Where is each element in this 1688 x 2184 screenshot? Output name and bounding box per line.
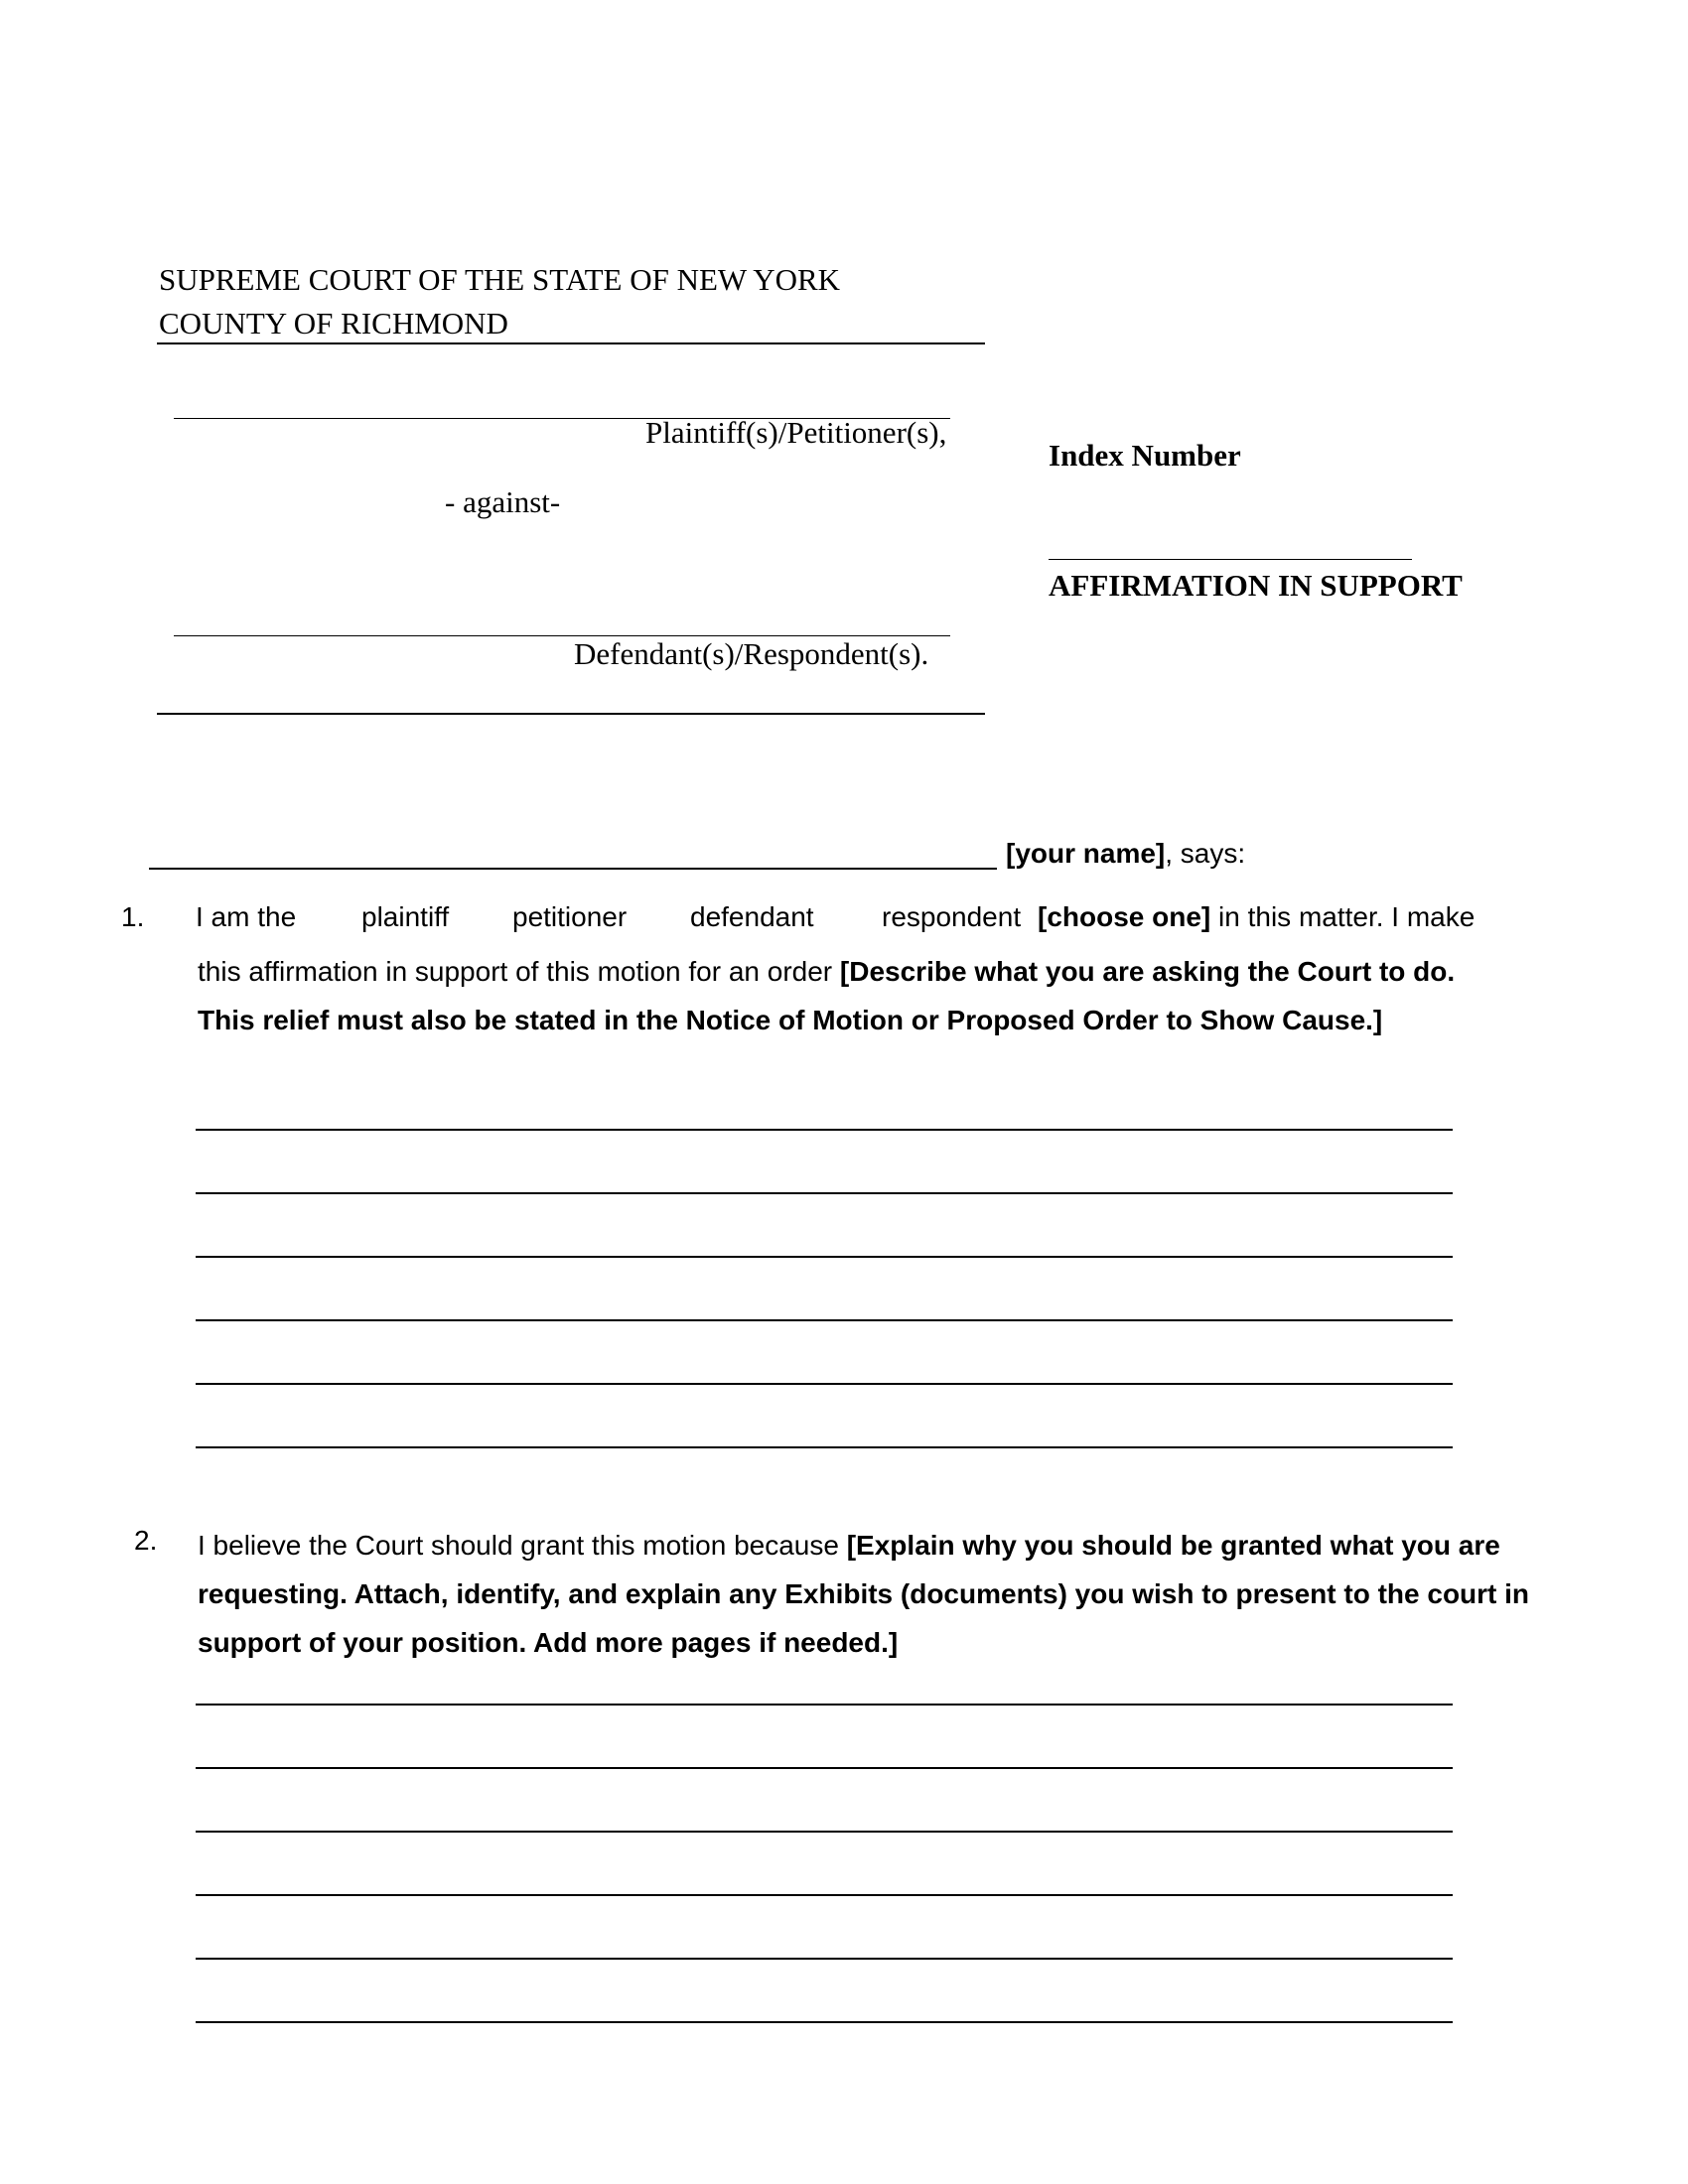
option-petitioner[interactable]: petitioner xyxy=(512,901,628,932)
p2-bold-line-1: [Explain why you should be granted what you are xyxy=(846,1530,1500,1561)
p2-answer-line-5[interactable] xyxy=(196,1958,1453,1960)
lead-text: I am the xyxy=(196,901,297,932)
your-name-placeholder: [your name] xyxy=(1006,838,1166,869)
p1-answer-line-2[interactable] xyxy=(196,1192,1453,1194)
p2-text: I believe the Court should grant this motion because xyxy=(198,1530,847,1561)
says-text: , says: xyxy=(1165,838,1246,869)
index-number-label: Index Number xyxy=(1049,438,1241,473)
index-number-field[interactable] xyxy=(1049,559,1412,560)
intro-says xyxy=(1006,838,1245,870)
caption-top-rule xyxy=(157,342,985,344)
option-respondent[interactable]: respondent xyxy=(882,901,1022,932)
paragraph-1-line-3 xyxy=(198,996,1538,1044)
p1-line3-bold: This relief must also be stated in the Notice of Motion or Proposed Order to Show Cause.] xyxy=(198,1005,1383,1035)
county-name: COUNTY OF RICHMOND xyxy=(159,306,508,341)
paragraph-2-number: 2. xyxy=(134,1525,158,1556)
option-defendant[interactable]: defendant xyxy=(690,901,814,932)
against-label: - against- xyxy=(445,484,561,519)
p2-answer-line-2[interactable] xyxy=(196,1767,1453,1769)
p1-answer-line-5[interactable] xyxy=(196,1383,1453,1385)
document-title: AFFIRMATION IN SUPPORT xyxy=(1049,568,1463,603)
plaintiff-label: Plaintiff(s)/Petitioner(s), xyxy=(645,415,947,450)
paragraph-2-line-3 xyxy=(198,1618,1548,1667)
p1-line2-text: this affirmation in support of this motion for an order xyxy=(198,956,840,987)
defendant-label: Defendant(s)/Respondent(s). xyxy=(574,636,929,671)
p2-bold-line-3: support of your position. Add more pages if needed.] xyxy=(198,1627,899,1658)
paragraph-2-line-2 xyxy=(198,1570,1548,1618)
p2-answer-line-1[interactable] xyxy=(196,1704,1453,1706)
p1-line2-bold: [Describe what you are asking the Court to do. xyxy=(839,956,1456,987)
p2-bold-line-2: requesting. Attach, identify, and explain any Exhibits (documents) you wish to present to the court in xyxy=(198,1578,1530,1609)
p1-answer-line-3[interactable] xyxy=(196,1256,1453,1258)
choose-one-text xyxy=(1038,901,1475,933)
p1-answer-line-6[interactable] xyxy=(196,1446,1453,1448)
your-name-field[interactable] xyxy=(149,868,997,870)
party-choice-row xyxy=(0,901,1688,941)
caption-bottom-rule xyxy=(157,713,985,715)
p1-answer-line-1[interactable] xyxy=(196,1129,1453,1131)
paragraph-2-line-1 xyxy=(198,1521,1548,1570)
p1-answer-line-4[interactable] xyxy=(196,1319,1453,1321)
option-plaintiff[interactable]: plaintiff xyxy=(361,901,450,932)
paragraph-1-line-2 xyxy=(198,947,1538,996)
p2-answer-line-6[interactable] xyxy=(196,2021,1453,2023)
p2-answer-line-3[interactable] xyxy=(196,1831,1453,1833)
after-choose-text: in this matter. I make xyxy=(1210,901,1476,932)
choose-one-hint: [choose one] xyxy=(1038,901,1211,932)
court-name: SUPREME COURT OF THE STATE OF NEW YORK xyxy=(159,262,841,297)
paragraph-1-number: 1. xyxy=(121,901,145,932)
p2-answer-line-4[interactable] xyxy=(196,1894,1453,1896)
